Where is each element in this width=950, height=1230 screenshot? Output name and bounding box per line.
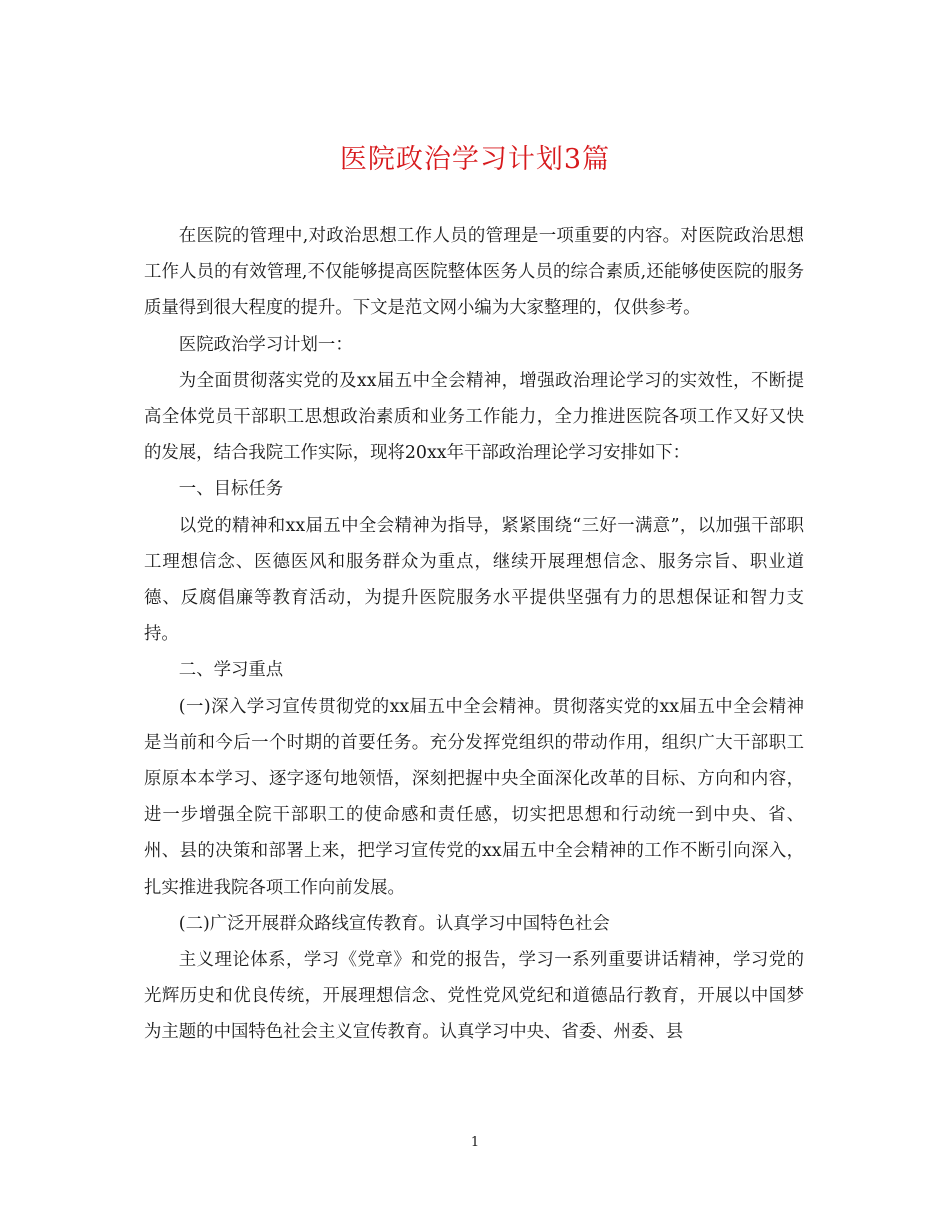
plan-one-heading: 医院政治学习计划一： <box>178 334 353 355</box>
focus-item-two-paragraph: 主义理论体系，学习《党章》和党的报告，学习一系列重要讲话精神，学习党的光辉历史和优良传统，开展理想信念、党性党风党纪和道德品行教育，开展以中国梦为主题的中国特色社会主义宣传教育。认真学习中央、省委、州委、县 <box>144 950 804 1043</box>
focus-item-one-paragraph: (一)深入学习宣传贯彻党的xx届五中全会精神。贯彻落实党的xx届五中全会精神是当前和今后一个时期的首要任务。充分发挥党组织的带动作用，组织广大干部职工原原本本学习、逐字逐句地领悟，深刻把握中央全面深化改革的目标、方向和内容，进一步增强全院干部职工的使命感和责任感，切实把思想和行动统一到中央、省、州、县的决策和部署上来，把学习宣传党的xx届五中全会精神的工作不断引向深入，扎实推进我院各项工作向前发展。 <box>144 696 804 898</box>
plan-one-intro-paragraph: 为全面贯彻落实党的及xx届五中全会精神，增强政治理论学习的实效性，不断提高全体党员干部职工思想政治素质和业务工作能力，全力推进医院各项工作又好又快的发展，结合我院工作实际，现将20xx年干部政治理论学习安排如下： <box>144 370 804 464</box>
document-body <box>144 218 804 1051</box>
section-heading-goals: 一、目标任务 <box>178 479 284 500</box>
intro-paragraph: 在医院的管理中,对政治思想工作人员的管理是一项重要的内容。对医院政治思想工作人员的有效管理,不仅能够提高医院整体医务人员的综合素质,还能够使医院的服务质量得到很大程度的提升。下文是范文网小编为大家整理的，仅供参考。 <box>144 226 804 319</box>
document-title: 医院政治学习计划3篇 <box>339 144 611 175</box>
goals-paragraph: 以党的精神和xx届五中全会精神为指导，紧紧围绕“三好一满意”，以加强干部职工理想信念、医德医风和服务群众为重点，继续开展理想信念、服务宗旨、职业道德、反腐倡廉等教育活动，为提升医院服务水平提供坚强有力的思想保证和智力支持。 <box>144 515 804 645</box>
focus-item-two-heading: (二)广泛开展群众路线宣传教育。认真学习中国特色社会 <box>178 913 610 934</box>
section-heading-focus: 二、学习重点 <box>178 660 284 681</box>
page-number: 1 <box>470 1135 480 1150</box>
